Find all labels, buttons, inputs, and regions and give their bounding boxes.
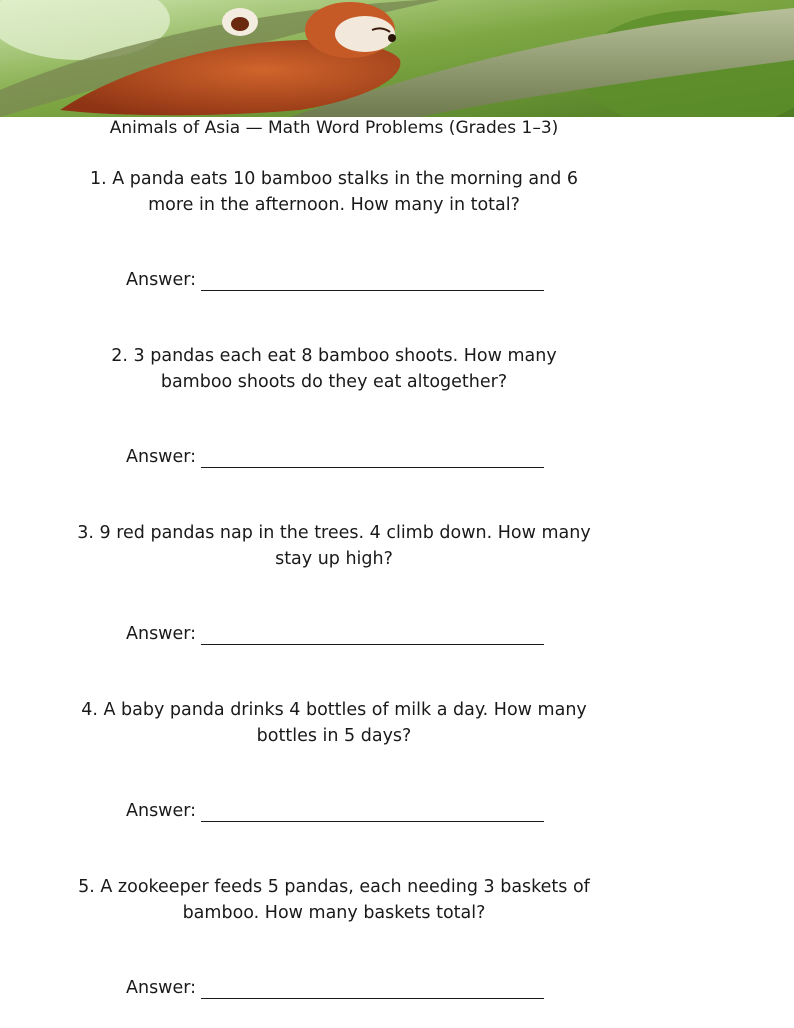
page-title: Animals of Asia — Math Word Problems (Grades 1–3)	[109, 118, 559, 138]
answer-label: Answer:	[126, 801, 197, 821]
question-5-line2: bamboo. How many baskets total?	[182, 903, 486, 923]
answer-label: Answer:	[126, 978, 197, 998]
question-2-line2: bamboo shoots do they eat altogether?	[160, 372, 508, 392]
question-2-line1: 2. 3 pandas each eat 8 bamboo shoots. How many	[111, 346, 557, 366]
header-image	[0, 0, 794, 117]
question-3-line2: stay up high?	[275, 549, 393, 569]
question-1	[60, 166, 608, 218]
answer-field-4[interactable]	[126, 800, 544, 822]
answer-label: Answer:	[126, 270, 197, 290]
question-4	[60, 697, 608, 749]
question-1-line2: more in the afternoon. How many in total?	[148, 195, 520, 215]
answer-label: Answer:	[126, 624, 197, 644]
question-2	[60, 343, 608, 395]
answer-line[interactable]	[201, 274, 544, 291]
question-4-line1: 4. A baby panda drinks 4 bottles of milk a day. How many	[81, 700, 587, 720]
question-1-line1: 1. A panda eats 10 bamboo stalks in the morning and 6	[89, 169, 579, 189]
answer-field-5[interactable]	[126, 977, 544, 999]
answer-line[interactable]	[201, 451, 544, 468]
answer-line[interactable]	[201, 982, 544, 999]
answer-line[interactable]	[201, 805, 544, 822]
answer-field-3[interactable]	[126, 623, 544, 645]
answer-label: Answer:	[126, 447, 197, 467]
answer-field-2[interactable]	[126, 446, 544, 468]
question-3	[60, 520, 608, 572]
answer-field-1[interactable]	[126, 269, 544, 291]
question-4-line2: bottles in 5 days?	[256, 726, 412, 746]
question-5	[60, 874, 608, 926]
question-5-line1: 5. A zookeeper feeds 5 pandas, each needing 3 baskets of	[78, 877, 590, 897]
question-3-line1: 3. 9 red pandas nap in the trees. 4 climb down. How many	[77, 523, 591, 543]
answer-line[interactable]	[201, 628, 544, 645]
